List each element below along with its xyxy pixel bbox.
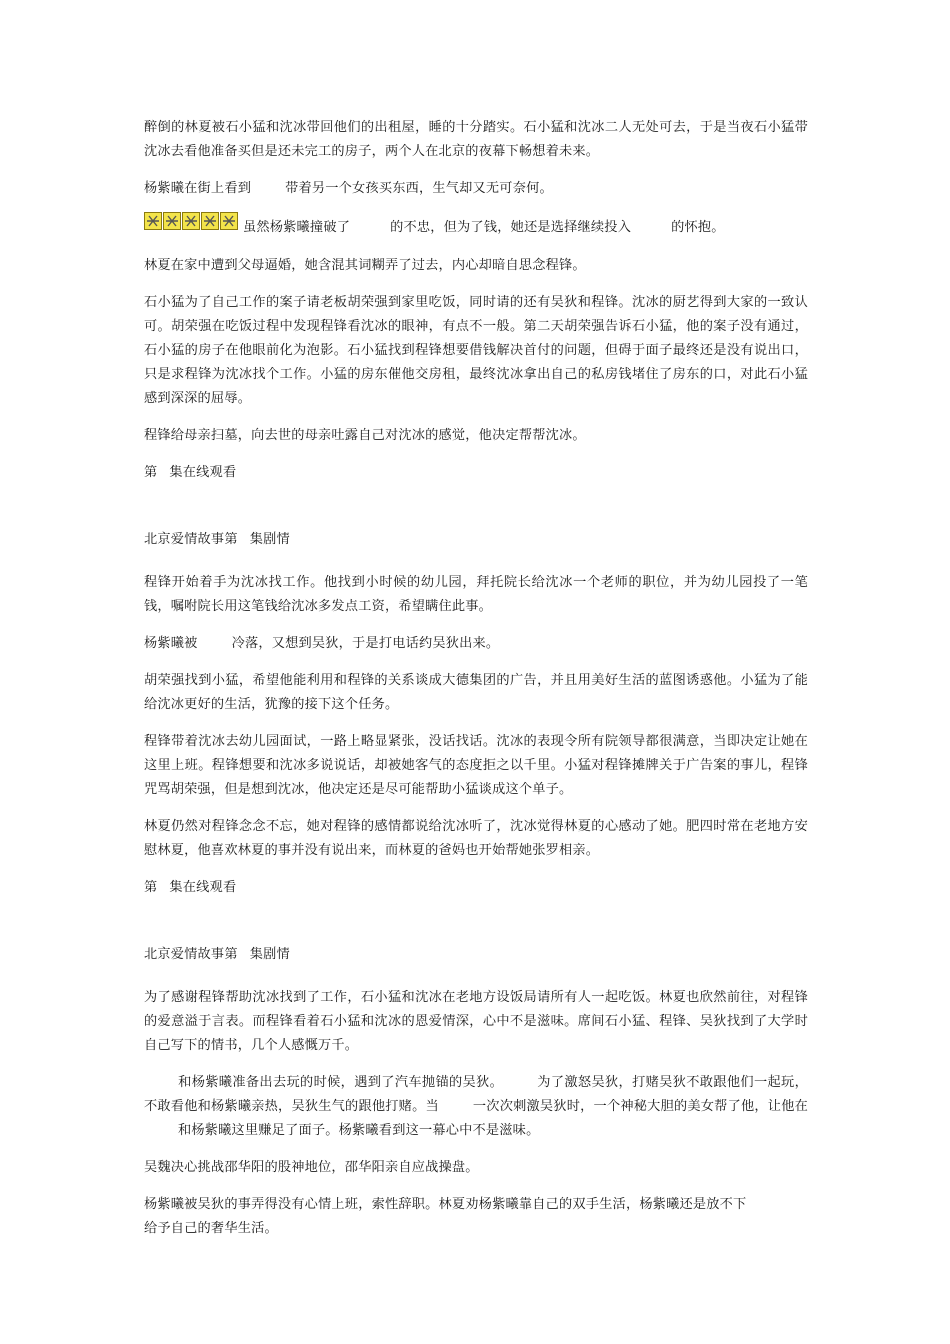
paragraph — [144, 214, 808, 241]
text-segment: 北京爱情故事第 — [144, 532, 238, 547]
text-segment: 为了激怒吴狄，打赌吴狄不敢跟他们一起玩，不敢看他和杨紫曦亲热，吴狄生气的跟他打赌。当 — [144, 1075, 808, 1114]
paragraph: 胡荣强找到小猛，希望他能利用和程锋的关系谈成大德集团的广告，并且用美好生活的蓝图诱惑他。小猛为了能给沈冰更好的生活，犹豫的接下这个任务。 — [144, 673, 808, 712]
paragraph: 程锋给母亲扫墓，向去世的母亲吐露自己对沈冰的感觉，他决定帮帮沈冰。 — [144, 428, 586, 443]
paragraph: 吴魏决心挑战邵华阳的股神地位，邵华阳亲自应战操盘。 — [144, 1160, 479, 1175]
episode-heading — [144, 528, 808, 552]
star-icon — [201, 212, 219, 230]
paragraph — [144, 632, 808, 656]
star-rating-icon — [144, 212, 239, 239]
paragraph: 林夏在家中遭到父母逼婚，她含混其词糊弄了过去，内心却暗自思念程锋。 — [144, 258, 586, 273]
paragraph: 石小猛为了自己工作的案子请老板胡荣强到家里吃饭，同时请的还有吴狄和程锋。沈冰的厨艺得到大家的一致认可。胡荣强在吃饭过程中发现程锋看沈冰的眼神，有点不一般。第二天胡荣强告诉石小猛，他的案子没有通过，石小猛的房子在他眼前化为泡影。石小猛找到程锋想要借钱解决首付的问题，但碍于面子最终还是没有说出口，只是求程锋为沈冰找个工作。小猛的房东催他交房租，最终沈冰拿出自己的私房钱堵住了房东的口，对此石小猛感到深深的屈辱。 — [144, 295, 808, 406]
text-segment: 的怀抱。 — [671, 220, 725, 235]
paragraph — [144, 177, 808, 201]
text-segment: 一次次刺激吴狄时，一个神秘大胆的美女帮了他，让他在 — [472, 1099, 808, 1114]
text-segment: 杨紫曦被 — [144, 636, 198, 651]
paragraph: 程锋开始着手为沈冰找工作。他找到小时候的幼儿园，拜托院长给沈冰一个老师的职位，并为幼儿园投了一笔钱，嘱咐院长用这笔钱给沈冰多发点工资，希望瞒住此事。 — [144, 575, 808, 614]
text-segment: 杨紫曦在街上看到 — [144, 181, 252, 196]
star-icon — [220, 212, 238, 230]
episode-heading — [144, 943, 808, 967]
text-segment: 虽然杨紫曦撞破了 — [243, 220, 351, 235]
text-segment: 给予自己的奢华生活。 — [144, 1221, 278, 1236]
star-icon — [163, 212, 181, 230]
text-segment: 集剧情 — [249, 532, 290, 547]
document-body — [144, 116, 808, 1254]
text-segment: 第 — [144, 465, 158, 480]
watch-online-link[interactable] — [144, 461, 808, 485]
text-segment: 和杨紫曦这里赚足了面子。杨紫曦看到这一幕心中不是滋味。 — [178, 1123, 540, 1138]
watch-online-link[interactable] — [144, 876, 808, 900]
text-segment: 第 — [144, 880, 158, 895]
paragraph — [144, 1071, 808, 1143]
star-icon — [182, 212, 200, 230]
text-segment: 集剧情 — [249, 947, 290, 962]
text-segment: 集在线观看 — [169, 465, 237, 480]
text-segment: 北京爱情故事第 — [144, 947, 238, 962]
paragraph: 醉倒的林夏被石小猛和沈冰带回他们的出租屋，睡的十分踏实。石小猛和沈冰二人无处可去，于是当夜石小猛带沈冰去看他准备买但是还未完工的房子，两个人在北京的夜幕下畅想着未来。 — [144, 120, 808, 159]
text-segment: 集在线观看 — [169, 880, 237, 895]
text-segment: 的不忠，但为了钱，她还是选择继续投入 — [390, 220, 632, 235]
text-segment: 带着另一个女孩买东西，生气却又无可奈何。 — [285, 181, 553, 196]
text-segment: 和杨紫曦准备出去玩的时候，遇到了汽车抛锚的吴狄。 — [178, 1075, 504, 1090]
paragraph: 程锋带着沈冰去幼儿园面试，一路上略显紧张，没话找话。沈冰的表现令所有院领导都很满意，当即决定让她在这里上班。程锋想要和沈冰多说说话，却被她客气的态度拒之以千里。小猛对程锋摊牌关于广告案的事儿，程锋咒骂胡荣强，但是想到沈冰，他决定还是尽可能帮助小猛谈成这个单子。 — [144, 734, 808, 797]
paragraph — [144, 1193, 808, 1241]
text-segment: 冷落，又想到吴狄，于是打电话约吴狄出来。 — [231, 636, 500, 651]
star-icon — [144, 212, 162, 230]
paragraph: 林夏仍然对程锋念念不忘，她对程锋的感情都说给沈冰听了，沈冰觉得林夏的心感动了她。肥四时常在老地方安慰林夏，他喜欢林夏的事并没有说出来，而林夏的爸妈也开始帮她张罗相亲。 — [144, 819, 808, 858]
paragraph: 为了感谢程锋帮助沈冰找到了工作，石小猛和沈冰在老地方设饭局请所有人一起吃饭。林夏也欣然前往，对程锋的爱意溢于言表。而程锋看着石小猛和沈冰的恩爱情深，心中不是滋味。席间石小猛、程锋、吴狄找到了大学时自己写下的情书，几个人感慨万千。 — [144, 990, 808, 1053]
text-segment: 杨紫曦被吴狄的事弄得没有心情上班，索性辞职。林夏劝杨紫曦靠自己的双手生活，杨紫曦还是放不下 — [144, 1197, 747, 1212]
